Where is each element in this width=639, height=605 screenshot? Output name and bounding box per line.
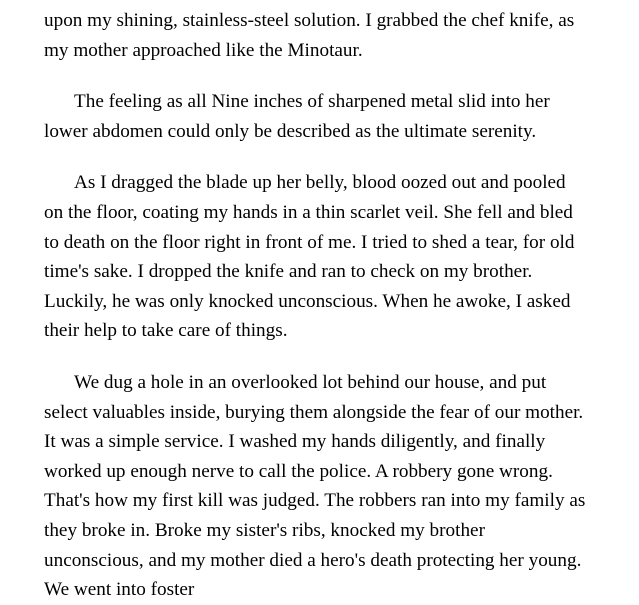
paragraph-continued: upon my shining, stainless-steel solution. I grabbed the chef knife, as my mother approached like the Minotaur.: [44, 10, 580, 61]
paragraph-serenity: The feeling as all Nine inches of sharpened metal slid into her lower abdomen could only be described as the ultimate serenity.: [44, 91, 555, 142]
paragraph-hole: We dug a hole in an overlooked lot behind our house, and put select valuables inside, burying them alongside the fear of our mother. It was a simple service. I washed my hands diligently, and finally worked up enough nerve to call the police. A robbery gone wrong. That's how my first kill was judged. The robbers ran into my family as they broke in. Broke my sister's ribs, knocked my brother unconscious, and my mother died a hero's death protecting her young. We went into foster: [44, 371, 591, 601]
document-text-body: [44, 6, 591, 605]
paragraph-blade: As I dragged the blade up her belly, blood oozed out and pooled on the floor, coating my hands in a thin scarlet veil. She fell and bled to death on the floor right in front of me. I tried to shed a tear, for old time's sake. I dropped the knife and ran to check on my brother. Luckily, he was only knocked unconscious. When he awoke, I asked their help to take care of things.: [44, 172, 580, 342]
